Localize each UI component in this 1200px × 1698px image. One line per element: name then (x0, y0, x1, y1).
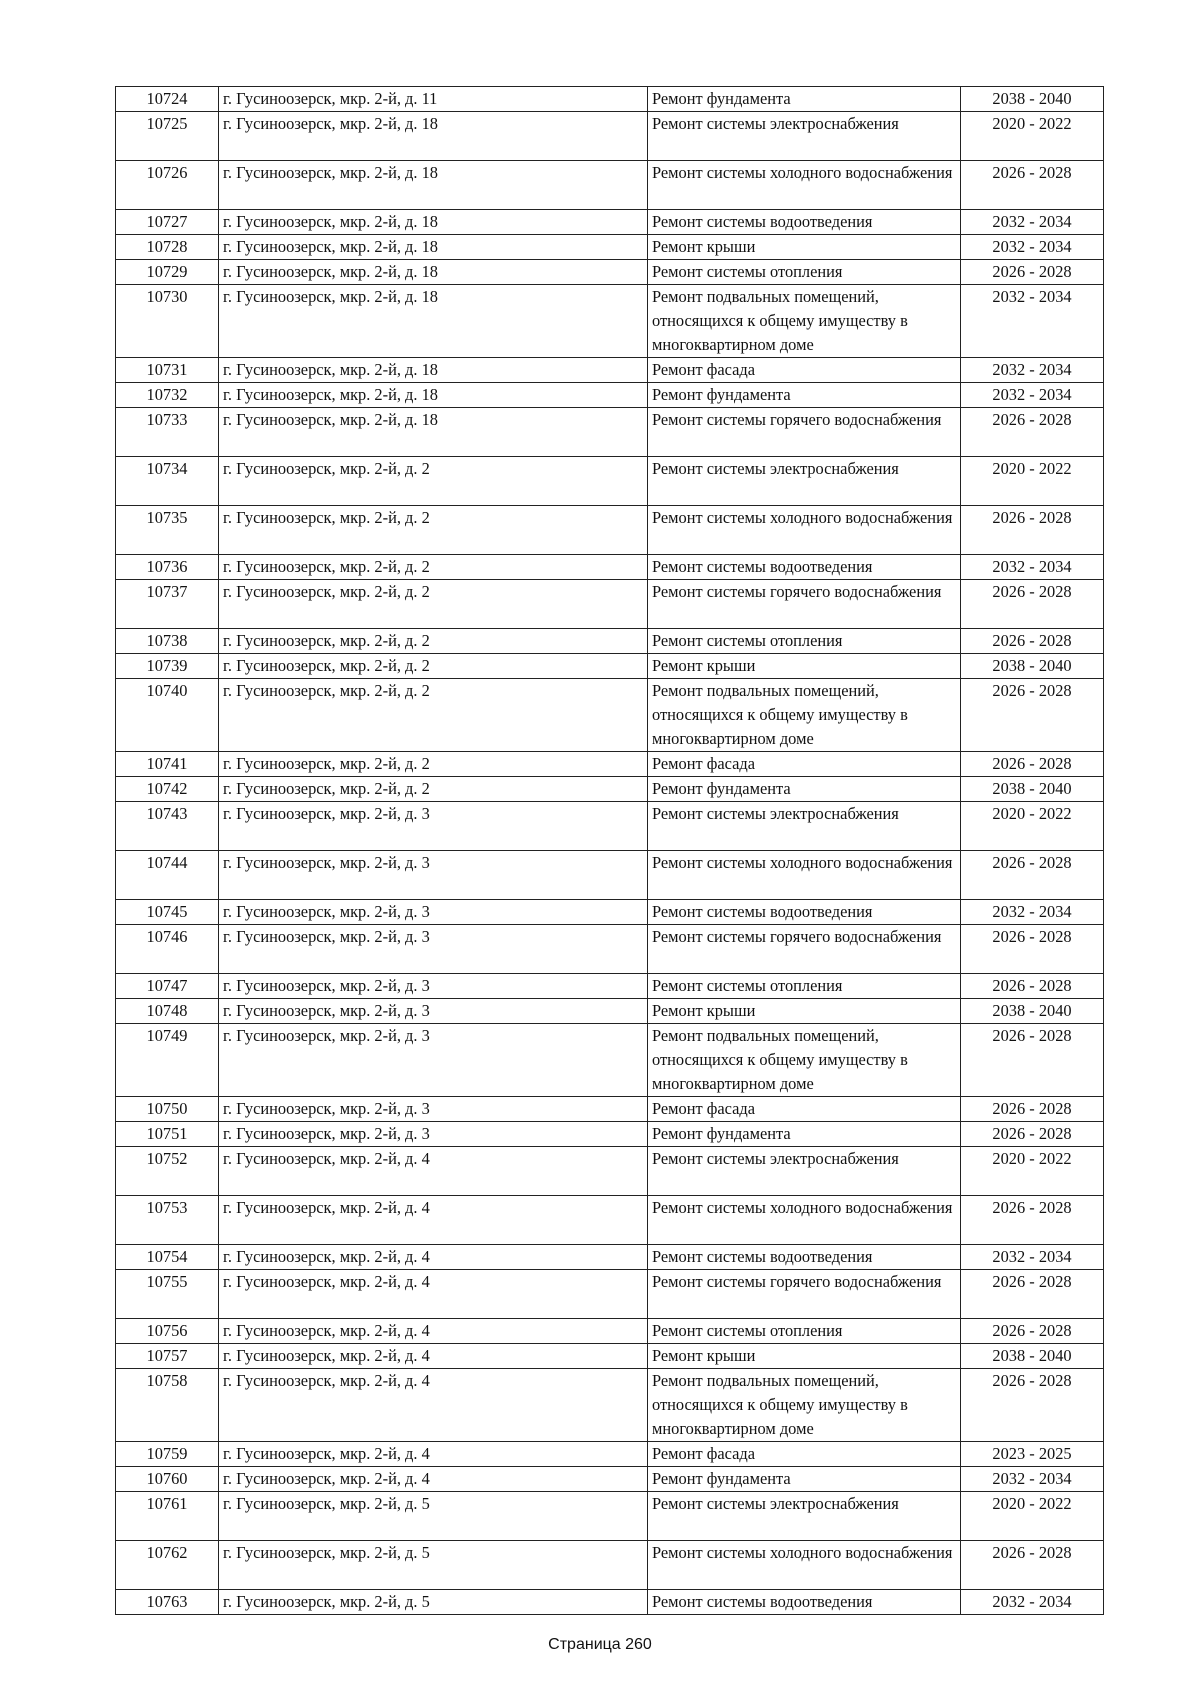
period-cell: 2026 - 2028 (961, 1024, 1104, 1097)
work-type-cell: Ремонт крыши (648, 654, 961, 679)
address-cell: г. Гусиноозерск, мкр. 2-й, д. 3 (219, 974, 648, 999)
period-cell: 2038 - 2040 (961, 87, 1104, 112)
work-type-cell: Ремонт крыши (648, 235, 961, 260)
table-row (116, 1122, 1104, 1147)
row-number-cell: 10728 (116, 235, 219, 260)
period-cell: 2032 - 2034 (961, 1245, 1104, 1270)
row-number-cell: 10751 (116, 1122, 219, 1147)
table-row (116, 1541, 1104, 1590)
period-cell: 2026 - 2028 (961, 925, 1104, 974)
table-row (116, 629, 1104, 654)
table-row (116, 1369, 1104, 1442)
work-type-cell: Ремонт системы водоотведения (648, 555, 961, 580)
period-cell: 2026 - 2028 (961, 679, 1104, 752)
work-type-cell: Ремонт системы водоотведения (648, 900, 961, 925)
work-type-cell: Ремонт системы холодного водоснабжения (648, 851, 961, 900)
period-cell: 2026 - 2028 (961, 1319, 1104, 1344)
row-number-cell: 10762 (116, 1541, 219, 1590)
address-cell: г. Гусиноозерск, мкр. 2-й, д. 5 (219, 1590, 648, 1615)
row-number-cell: 10736 (116, 555, 219, 580)
table-row (116, 752, 1104, 777)
address-cell: г. Гусиноозерск, мкр. 2-й, д. 4 (219, 1245, 648, 1270)
work-type-cell: Ремонт подвальных помещений, относящихся к общему имуществу в многоквартирном доме (648, 1369, 961, 1442)
table-row (116, 383, 1104, 408)
address-cell: г. Гусиноозерск, мкр. 2-й, д. 18 (219, 161, 648, 210)
address-cell: г. Гусиноозерск, мкр. 2-й, д. 2 (219, 629, 648, 654)
address-cell: г. Гусиноозерск, мкр. 2-й, д. 18 (219, 408, 648, 457)
work-type-cell: Ремонт системы электроснабжения (648, 802, 961, 851)
period-cell: 2038 - 2040 (961, 999, 1104, 1024)
table-row (116, 900, 1104, 925)
table-row (116, 1024, 1104, 1097)
row-number-cell: 10763 (116, 1590, 219, 1615)
table-row (116, 1442, 1104, 1467)
work-type-cell: Ремонт системы холодного водоснабжения (648, 506, 961, 555)
period-cell: 2026 - 2028 (961, 1369, 1104, 1442)
address-cell: г. Гусиноозерск, мкр. 2-й, д. 2 (219, 457, 648, 506)
table-row (116, 1196, 1104, 1245)
row-number-cell: 10757 (116, 1344, 219, 1369)
row-number-cell: 10739 (116, 654, 219, 679)
table-row (116, 161, 1104, 210)
work-type-cell: Ремонт системы отопления (648, 260, 961, 285)
page-number: Страница 260 (548, 1636, 652, 1653)
table-row (116, 506, 1104, 555)
row-number-cell: 10738 (116, 629, 219, 654)
table-row (116, 851, 1104, 900)
row-number-cell: 10748 (116, 999, 219, 1024)
period-cell: 2032 - 2034 (961, 900, 1104, 925)
table-row (116, 974, 1104, 999)
table-row (116, 1147, 1104, 1196)
row-number-cell: 10742 (116, 777, 219, 802)
row-number-cell: 10737 (116, 580, 219, 629)
table-row (116, 1319, 1104, 1344)
work-type-cell: Ремонт фундамента (648, 383, 961, 408)
work-type-cell: Ремонт фундамента (648, 87, 961, 112)
period-cell: 2032 - 2034 (961, 1590, 1104, 1615)
address-cell: г. Гусиноозерск, мкр. 2-й, д. 2 (219, 555, 648, 580)
period-cell: 2026 - 2028 (961, 260, 1104, 285)
address-cell: г. Гусиноозерск, мкр. 2-й, д. 18 (219, 358, 648, 383)
work-type-cell: Ремонт системы отопления (648, 974, 961, 999)
address-cell: г. Гусиноозерск, мкр. 2-й, д. 18 (219, 260, 648, 285)
period-cell: 2032 - 2034 (961, 555, 1104, 580)
work-type-cell: Ремонт крыши (648, 1344, 961, 1369)
period-cell: 2023 - 2025 (961, 1442, 1104, 1467)
address-cell: г. Гусиноозерск, мкр. 2-й, д. 4 (219, 1196, 648, 1245)
table-row (116, 457, 1104, 506)
address-cell: г. Гусиноозерск, мкр. 2-й, д. 18 (219, 210, 648, 235)
address-cell: г. Гусиноозерск, мкр. 2-й, д. 4 (219, 1270, 648, 1319)
work-type-cell: Ремонт системы горячего водоснабжения (648, 925, 961, 974)
address-cell: г. Гусиноозерск, мкр. 2-й, д. 3 (219, 925, 648, 974)
address-cell: г. Гусиноозерск, мкр. 2-й, д. 4 (219, 1319, 648, 1344)
row-number-cell: 10758 (116, 1369, 219, 1442)
address-cell: г. Гусиноозерск, мкр. 2-й, д. 5 (219, 1541, 648, 1590)
table-row (116, 654, 1104, 679)
period-cell: 2032 - 2034 (961, 1467, 1104, 1492)
row-number-cell: 10735 (116, 506, 219, 555)
work-type-cell: Ремонт системы водоотведения (648, 1590, 961, 1615)
work-type-cell: Ремонт системы водоотведения (648, 210, 961, 235)
period-cell: 2026 - 2028 (961, 1541, 1104, 1590)
row-number-cell: 10759 (116, 1442, 219, 1467)
address-cell: г. Гусиноозерск, мкр. 2-й, д. 4 (219, 1369, 648, 1442)
address-cell: г. Гусиноозерск, мкр. 2-й, д. 3 (219, 999, 648, 1024)
address-cell: г. Гусиноозерск, мкр. 2-й, д. 2 (219, 777, 648, 802)
table-row (116, 87, 1104, 112)
address-cell: г. Гусиноозерск, мкр. 2-й, д. 2 (219, 580, 648, 629)
table-row (116, 1245, 1104, 1270)
work-type-cell: Ремонт фасада (648, 1097, 961, 1122)
period-cell: 2020 - 2022 (961, 1147, 1104, 1196)
period-cell: 2020 - 2022 (961, 802, 1104, 851)
table-row (116, 1492, 1104, 1541)
period-cell: 2038 - 2040 (961, 654, 1104, 679)
row-number-cell: 10747 (116, 974, 219, 999)
address-cell: г. Гусиноозерск, мкр. 2-й, д. 18 (219, 112, 648, 161)
row-number-cell: 10753 (116, 1196, 219, 1245)
row-number-cell: 10724 (116, 87, 219, 112)
table-body (116, 87, 1104, 1615)
work-type-cell: Ремонт фундамента (648, 777, 961, 802)
table-row (116, 285, 1104, 358)
address-cell: г. Гусиноозерск, мкр. 2-й, д. 5 (219, 1492, 648, 1541)
period-cell: 2026 - 2028 (961, 974, 1104, 999)
work-type-cell: Ремонт фасада (648, 358, 961, 383)
address-cell: г. Гусиноозерск, мкр. 2-й, д. 3 (219, 851, 648, 900)
address-cell: г. Гусиноозерск, мкр. 2-й, д. 3 (219, 900, 648, 925)
address-cell: г. Гусиноозерск, мкр. 2-й, д. 18 (219, 235, 648, 260)
table-row (116, 777, 1104, 802)
address-cell: г. Гусиноозерск, мкр. 2-й, д. 4 (219, 1467, 648, 1492)
period-cell: 2026 - 2028 (961, 1270, 1104, 1319)
work-type-cell: Ремонт системы отопления (648, 1319, 961, 1344)
row-number-cell: 10743 (116, 802, 219, 851)
work-type-cell: Ремонт системы отопления (648, 629, 961, 654)
period-cell: 2026 - 2028 (961, 1097, 1104, 1122)
period-cell: 2026 - 2028 (961, 408, 1104, 457)
table-row (116, 260, 1104, 285)
period-cell: 2026 - 2028 (961, 752, 1104, 777)
table-row (116, 802, 1104, 851)
work-type-cell: Ремонт системы электроснабжения (648, 457, 961, 506)
work-type-cell: Ремонт системы водоотведения (648, 1245, 961, 1270)
row-number-cell: 10761 (116, 1492, 219, 1541)
row-number-cell: 10733 (116, 408, 219, 457)
period-cell: 2032 - 2034 (961, 358, 1104, 383)
table-row (116, 210, 1104, 235)
work-type-cell: Ремонт системы холодного водоснабжения (648, 1541, 961, 1590)
period-cell: 2032 - 2034 (961, 210, 1104, 235)
table-row (116, 1097, 1104, 1122)
table-row (116, 679, 1104, 752)
address-cell: г. Гусиноозерск, мкр. 2-й, д. 2 (219, 506, 648, 555)
period-cell: 2026 - 2028 (961, 1196, 1104, 1245)
row-number-cell: 10746 (116, 925, 219, 974)
work-type-cell: Ремонт системы холодного водоснабжения (648, 1196, 961, 1245)
work-type-cell: Ремонт системы горячего водоснабжения (648, 1270, 961, 1319)
row-number-cell: 10745 (116, 900, 219, 925)
row-number-cell: 10729 (116, 260, 219, 285)
table-row (116, 999, 1104, 1024)
work-type-cell: Ремонт подвальных помещений, относящихся к общему имуществу в многоквартирном доме (648, 285, 961, 358)
row-number-cell: 10732 (116, 383, 219, 408)
row-number-cell: 10749 (116, 1024, 219, 1097)
work-type-cell: Ремонт фасада (648, 752, 961, 777)
period-cell: 2032 - 2034 (961, 235, 1104, 260)
address-cell: г. Гусиноозерск, мкр. 2-й, д. 2 (219, 752, 648, 777)
table-row (116, 1270, 1104, 1319)
address-cell: г. Гусиноозерск, мкр. 2-й, д. 3 (219, 1024, 648, 1097)
work-type-cell: Ремонт системы горячего водоснабжения (648, 580, 961, 629)
row-number-cell: 10740 (116, 679, 219, 752)
period-cell: 2038 - 2040 (961, 1344, 1104, 1369)
work-type-cell: Ремонт системы электроснабжения (648, 1492, 961, 1541)
address-cell: г. Гусиноозерск, мкр. 2-й, д. 18 (219, 383, 648, 408)
row-number-cell: 10750 (116, 1097, 219, 1122)
period-cell: 2026 - 2028 (961, 629, 1104, 654)
table-row (116, 925, 1104, 974)
work-type-cell: Ремонт системы электроснабжения (648, 112, 961, 161)
table-row (116, 235, 1104, 260)
work-type-cell: Ремонт подвальных помещений, относящихся к общему имуществу в многоквартирном доме (648, 1024, 961, 1097)
row-number-cell: 10727 (116, 210, 219, 235)
table-row (116, 112, 1104, 161)
period-cell: 2026 - 2028 (961, 580, 1104, 629)
work-type-cell: Ремонт системы электроснабжения (648, 1147, 961, 1196)
period-cell: 2026 - 2028 (961, 1122, 1104, 1147)
address-cell: г. Гусиноозерск, мкр. 2-й, д. 2 (219, 654, 648, 679)
work-type-cell: Ремонт фундамента (648, 1122, 961, 1147)
period-cell: 2026 - 2028 (961, 161, 1104, 210)
row-number-cell: 10760 (116, 1467, 219, 1492)
row-number-cell: 10741 (116, 752, 219, 777)
table-row (116, 358, 1104, 383)
row-number-cell: 10734 (116, 457, 219, 506)
row-number-cell: 10744 (116, 851, 219, 900)
address-cell: г. Гусиноозерск, мкр. 2-й, д. 2 (219, 679, 648, 752)
table-row (116, 580, 1104, 629)
period-cell: 2038 - 2040 (961, 777, 1104, 802)
table-row (116, 1344, 1104, 1369)
period-cell: 2026 - 2028 (961, 506, 1104, 555)
period-cell: 2020 - 2022 (961, 457, 1104, 506)
address-cell: г. Гусиноозерск, мкр. 2-й, д. 4 (219, 1442, 648, 1467)
period-cell: 2032 - 2034 (961, 285, 1104, 358)
period-cell: 2026 - 2028 (961, 851, 1104, 900)
row-number-cell: 10730 (116, 285, 219, 358)
work-type-cell: Ремонт фасада (648, 1442, 961, 1467)
row-number-cell: 10731 (116, 358, 219, 383)
row-number-cell: 10756 (116, 1319, 219, 1344)
address-cell: г. Гусиноозерск, мкр. 2-й, д. 3 (219, 802, 648, 851)
table-row (116, 555, 1104, 580)
address-cell: г. Гусиноозерск, мкр. 2-й, д. 4 (219, 1344, 648, 1369)
repair-schedule-table (115, 86, 1104, 1615)
address-cell: г. Гусиноозерск, мкр. 2-й, д. 11 (219, 87, 648, 112)
work-type-cell: Ремонт фундамента (648, 1467, 961, 1492)
work-type-cell: Ремонт системы горячего водоснабжения (648, 408, 961, 457)
row-number-cell: 10755 (116, 1270, 219, 1319)
work-type-cell: Ремонт системы холодного водоснабжения (648, 161, 961, 210)
row-number-cell: 10754 (116, 1245, 219, 1270)
work-type-cell: Ремонт крыши (648, 999, 961, 1024)
work-type-cell: Ремонт подвальных помещений, относящихся к общему имуществу в многоквартирном доме (648, 679, 961, 752)
address-cell: г. Гусиноозерск, мкр. 2-й, д. 4 (219, 1147, 648, 1196)
row-number-cell: 10752 (116, 1147, 219, 1196)
table-row (116, 1467, 1104, 1492)
table-row (116, 1590, 1104, 1615)
address-cell: г. Гусиноозерск, мкр. 2-й, д. 3 (219, 1122, 648, 1147)
address-cell: г. Гусиноозерск, мкр. 2-й, д. 3 (219, 1097, 648, 1122)
address-cell: г. Гусиноозерск, мкр. 2-й, д. 18 (219, 285, 648, 358)
period-cell: 2032 - 2034 (961, 383, 1104, 408)
row-number-cell: 10725 (116, 112, 219, 161)
period-cell: 2020 - 2022 (961, 112, 1104, 161)
table-row (116, 408, 1104, 457)
period-cell: 2020 - 2022 (961, 1492, 1104, 1541)
row-number-cell: 10726 (116, 161, 219, 210)
